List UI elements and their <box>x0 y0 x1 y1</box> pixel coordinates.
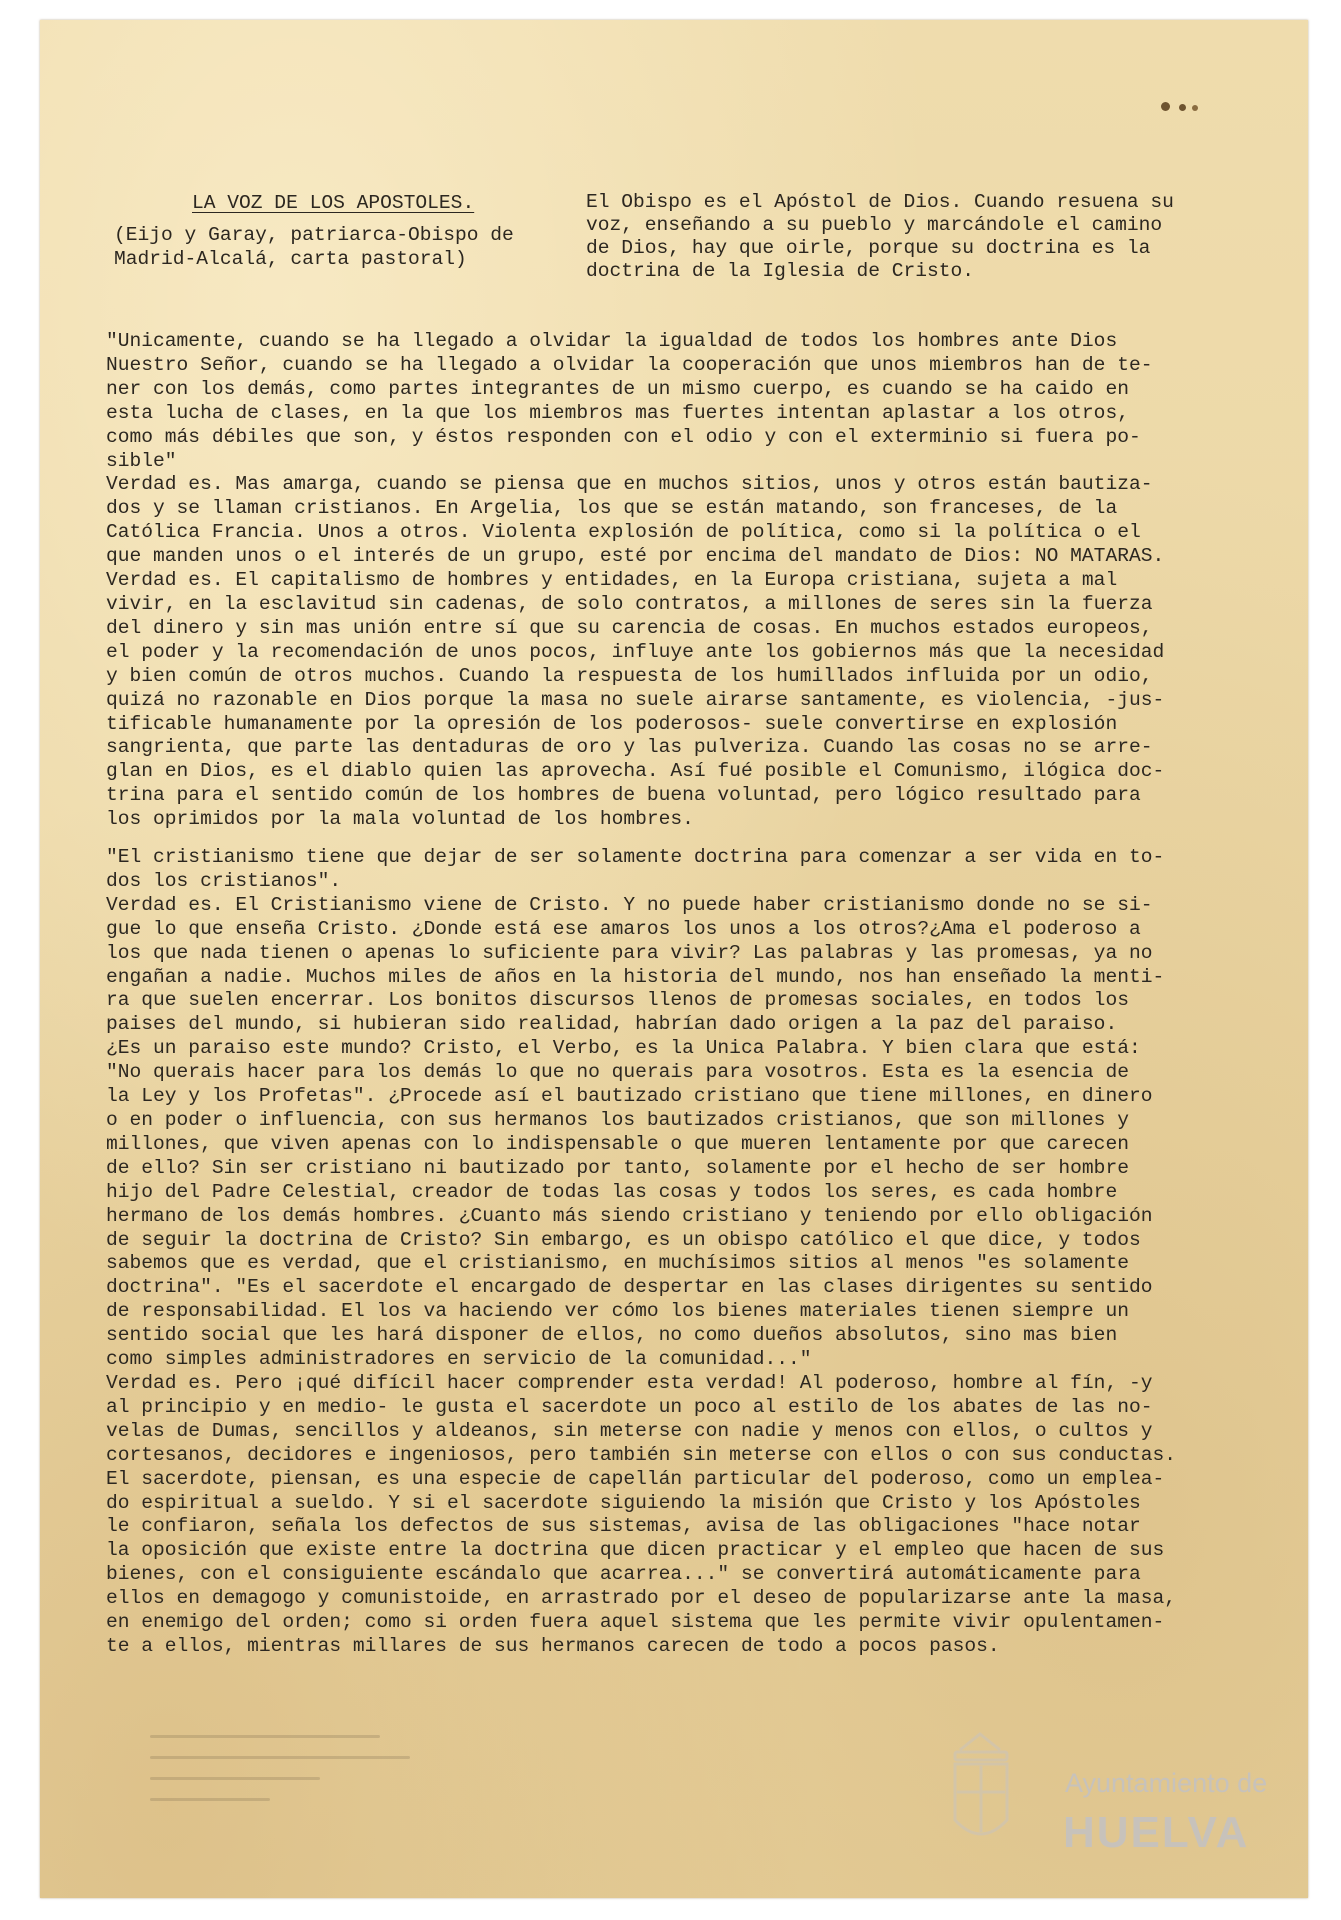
attribution-line: (Eijo y Garay, patriarca-Obispo de <box>114 224 514 246</box>
body-line: Católica Francia. Unos a otros. Violenta explosión de política, como si la política o el <box>106 521 1141 544</box>
body-line: "No querais hacer para los demás lo que no querais para vosotros. Esta es la esencia de <box>106 1061 1129 1084</box>
attribution-line: Madrid-Alcalá, carta pastoral) <box>114 248 467 270</box>
body-line: como más débiles que son, y éstos responden con el odio y con el exterminio si fuera po- <box>106 425 1141 448</box>
body-line: cortesanos, decidores e ingeniosos, pero también sin meterse con ellos o con sus conductas. <box>106 1443 1176 1466</box>
body-line: sentido social que les hará disponer de ellos, no como dueños absolutos, sino mas bien <box>106 1324 1118 1347</box>
intro-line: de Dios, hay que oirle, porque su doctrina es la <box>586 237 1151 259</box>
watermark-text: Ayuntamiento de <box>1065 1768 1268 1798</box>
body-line: y bien común de otros muchos. Cuando la respuesta de los humillados influida por un odio, <box>106 664 1153 687</box>
body-line: velas de Dumas, sencillos y aldeanos, sin meterse con nadie y menos con ellos, o cultos y <box>106 1419 1153 1442</box>
intro-block <box>586 191 1174 283</box>
faded-line <box>150 1777 320 1780</box>
body-line: te a ellos, mientras millares de sus hermanos carecen de todo a pocos pasos. <box>106 1634 1000 1657</box>
body-line: los oprimidos por la mala voluntad de los hombres. <box>106 808 694 831</box>
body-line: tificable humanamente por la opresión de los poderosos- suele convertirse en explosión <box>106 712 1118 735</box>
paragraph-gap <box>106 832 1176 846</box>
body-text <box>106 330 1176 1659</box>
body-line: El sacerdote, piensan, es una especie de capellán particular del poderoso, como un emplea- <box>106 1467 1165 1490</box>
intro-line: doctrina de la Iglesia de Cristo. <box>586 260 975 282</box>
body-line: "Unicamente, cuando se ha llegado a olvidar la igualdad de todos los hombres ante Dios <box>106 330 1118 352</box>
paragraph-2 <box>106 846 1176 1659</box>
body-line: el poder y la recomendación de unos pocos, influye ante los gobiernos más que la necesidad <box>106 640 1165 663</box>
body-line: sible" <box>106 449 177 472</box>
faded-typed-lines <box>150 1735 410 1819</box>
faded-line <box>150 1798 270 1801</box>
body-line: Verdad es. El Cristianismo viene de Cristo. Y no puede haber cristianismo donde no se si- <box>106 893 1153 916</box>
body-line: vivir, en la esclavitud sin cadenas, de solo contratos, a millones de seres sin la fuerza <box>106 592 1153 615</box>
body-line: gue lo que enseña Cristo. ¿Donde está ese amaros los unos a los otros?¿Ama el poderoso a <box>106 917 1141 940</box>
body-line: engañan a nadie. Muchos miles de años en la historia del mundo, nos han enseñado la menti- <box>106 965 1165 988</box>
punch-hole <box>1161 102 1170 111</box>
body-line: "El cristianismo tiene que dejar de ser solamente doctrina para comenzar a ser vida en to- <box>106 846 1165 869</box>
punch-hole <box>1192 105 1198 111</box>
body-line: de responsabilidad. El los va haciendo ver cómo los bienes materiales tienen siempre un <box>106 1300 1129 1323</box>
body-line: que manden unos o el interés de un grupo, esté por encima del mandato de Dios: NO MATARAS. <box>106 545 1165 568</box>
body-line: dos y se llaman cristianos. En Argelia, los que se están matando, son franceses, de la <box>106 497 1118 520</box>
body-line: hijo del Padre Celestial, creador de todas las cosas y todos los seres, es cada hombre <box>106 1180 1118 1203</box>
body-line: quizá no razonable en Dios porque la masa no suele airarse santamente, es violencia, -jus- <box>106 688 1165 711</box>
body-line: como simples administradores en servicio de la comunidad..." <box>106 1348 812 1371</box>
body-line: Nuestro Señor, cuando se ha llegado a olvidar la cooperación que unos miembros han de te- <box>106 353 1153 376</box>
body-line: trina para el sentido común de los hombres de buena voluntad, pero lógico resultado para <box>106 784 1141 807</box>
body-line: ¿Es un paraiso este mundo? Cristo, el Verbo, es la Unica Palabra. Y bien clara que está: <box>106 1037 1141 1060</box>
body-line: sabemos que es verdad, que el cristianismo, en muchísimos sitios al menos "es solamente <box>106 1252 1129 1275</box>
body-line: ra que suelen encerrar. Los bonitos discursos llenos de promesas sociales, en todos los <box>106 989 1129 1012</box>
body-line: sangrienta, que parte las dentaduras de oro y las pulveriza. Cuando las cosas no se arre- <box>106 736 1153 759</box>
body-line: o en poder o influencia, con sus hermanos los bautizados cristianos, que son millones y <box>106 1109 1129 1131</box>
body-line: hermano de los demás hombres. ¿Cuanto más siendo cristiano y teniendo por ello obligación <box>106 1204 1153 1227</box>
punch-hole <box>1179 104 1186 111</box>
attribution-block <box>114 223 514 271</box>
body-line: Verdad es. Mas amarga, cuando se piensa que en muchos sitios, unos y otros están bautiza- <box>106 473 1153 496</box>
body-line: al principio y en medio- le gusta el sacerdote un poco al estilo de los abates de las no- <box>106 1395 1153 1418</box>
paragraph-1 <box>106 330 1176 832</box>
body-line: millones, que viven apenas con lo indispensable o que mueren lentamente por que carecen <box>106 1132 1129 1155</box>
body-line: glan en Dios, es el diablo quien las aprovecha. Así fué posible el Comunismo, ilógica doc- <box>106 760 1165 783</box>
body-line: bienes, con el consiguiente escándalo que acarrea..." se convertirá automáticamente para <box>106 1563 1141 1586</box>
body-line: del dinero y sin mas unión entre sí que su carencia de cosas. En muchos estados europeos, <box>106 616 1153 639</box>
document-title: LA VOZ DE LOS APOSTOLES. <box>192 192 475 214</box>
body-line: la Ley y los Profetas". ¿Procede así el bautizado cristiano que tiene millones, en dinero <box>106 1085 1153 1108</box>
faded-line <box>150 1735 380 1738</box>
body-line: la oposición que existe entre la doctrina que dicen practicar y el empleo que hacen de sus <box>106 1539 1165 1562</box>
body-line: los que nada tienen o apenas lo suficiente para vivir? Las palabras y las promesas, ya no <box>106 941 1153 964</box>
body-line: de ello? Sin ser cristiano ni bautizado por tanto, solamente por el hecho de ser hombre <box>106 1156 1129 1179</box>
body-line: en enemigo del orden; como si orden fuera aquel sistema que les permite vivir opulentamen- <box>106 1611 1165 1634</box>
body-line: Verdad es. Pero ¡qué difícil hacer comprender esta verdad! Al poderoso, hombre al fín, -y <box>106 1371 1153 1394</box>
crown-icon <box>960 1734 1000 1750</box>
body-line: ellos en demagogo y comunistoide, en arrastrado por el deseo de popularizarse ante la masa, <box>106 1587 1176 1610</box>
body-line: Verdad es. El capitalismo de hombres y entidades, en la Europa cristiana, sujeta a mal <box>106 569 1118 592</box>
body-line: le confiaron, señala los defectos de sus sistemas, avisa de las obligaciones "hace notar <box>106 1515 1141 1538</box>
intro-line: voz, enseñando a su pueblo y marcándole el camino <box>586 214 1163 236</box>
body-line: esta lucha de clases, en la que los miembros mas fuertes intentan aplastar a los otros, <box>106 401 1129 424</box>
intro-line: El Obispo es el Apóstol de Dios. Cuando resuena su <box>586 191 1174 213</box>
watermark-brand: HUELVA <box>1063 1808 1250 1857</box>
body-line: doctrina". "Es el sacerdote el encargado de despertar en las clases dirigentes su sentido <box>106 1276 1153 1299</box>
body-line: ner con los demás, como partes integrantes de un mismo cuerpo, es cuando se ha caido en <box>106 377 1129 400</box>
body-line: dos los cristianos". <box>106 869 342 892</box>
body-line: de seguir la doctrina de Cristo? Sin embargo, es un obispo católico el que dice, y todos <box>106 1228 1141 1251</box>
faded-line <box>150 1756 410 1759</box>
body-line: paises del mundo, si hubieran sido realidad, habrían dado origen a la paz del paraiso. <box>106 1013 1118 1036</box>
body-line: do espiritual a sueldo. Y si el sacerdote siguiendo la misión que Cristo y los Apóstoles <box>106 1491 1141 1514</box>
